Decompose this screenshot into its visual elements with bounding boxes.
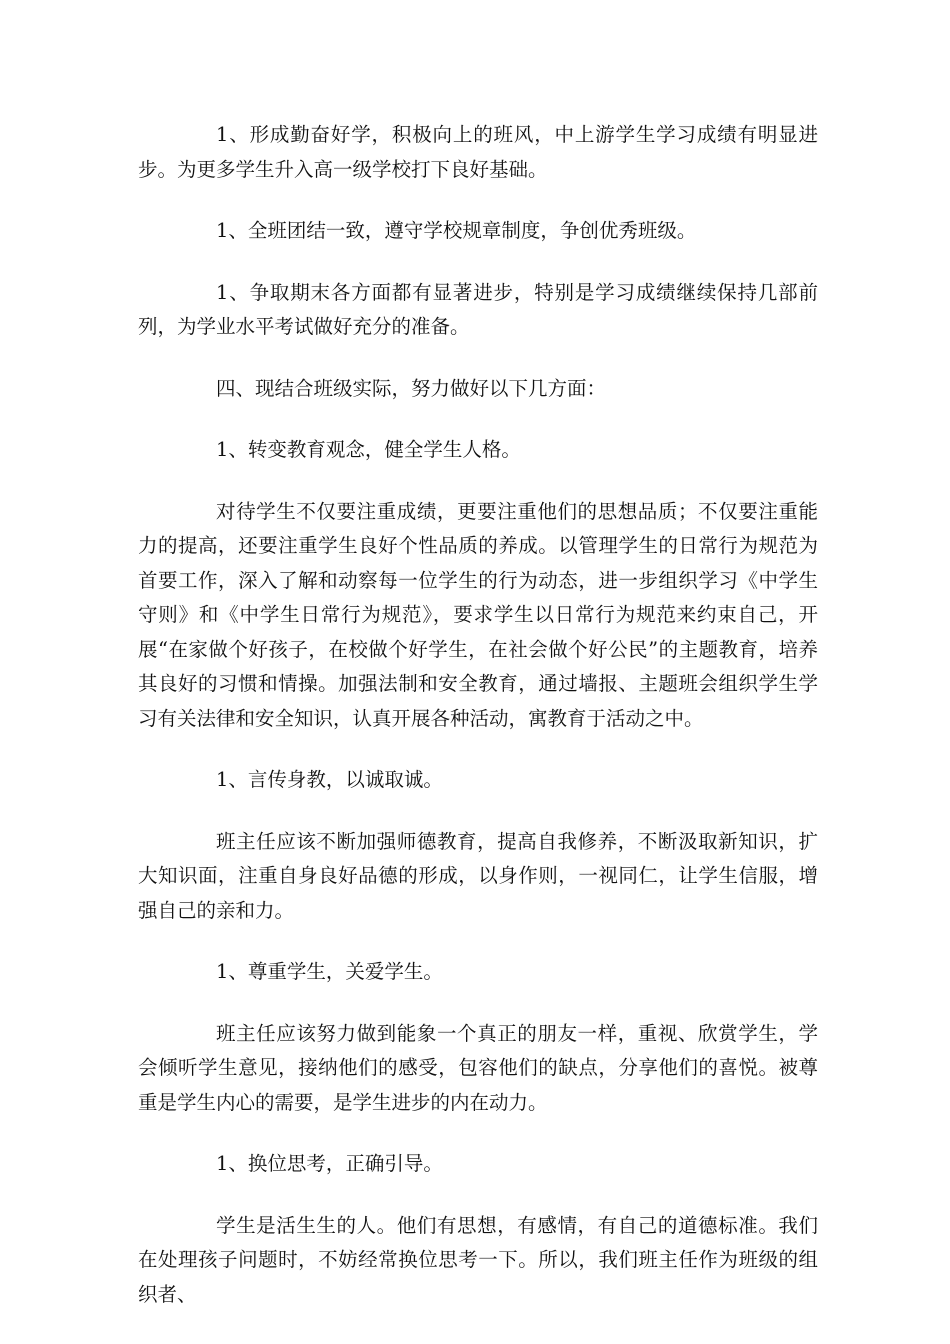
paragraph-goal-unity: 1、全班团结一致，遵守学校规章制度，争创优秀班级。 [216, 219, 697, 242]
document-page [138, 118, 818, 1339]
paragraph-lead-by-example: 班主任应该不断加强师德教育，提高自我修养，不断汲取新知识，扩大知识面，注重自身良好品德的形成，以身作则，一视同仁，让学生信服，增强自己的亲和力。 [138, 829, 818, 922]
item-heading-respect-students: 1、尊重学生，关爱学生。 [216, 960, 443, 983]
paragraph-respect-students: 班主任应该努力做到能象一个真正的朋友一样，重视、欣赏学生，学会倾听学生意见，接纳他们的感受，包容他们的缺点，分享他们的喜悦。被尊重是学生内心的需要，是学生进步的内在动力。 [138, 1021, 818, 1114]
paragraph-goal-study-atmosphere: 1、形成勤奋好学，积极向上的班风，中上游学生学习成绩有明显进步。为更多学生升入高一级学校打下良好基础。 [138, 123, 818, 181]
paragraph-goal-progress: 1、争取期末各方面都有显著进步，特别是学习成绩继续保持几部前列，为学业水平考试做好充分的准备。 [138, 280, 818, 338]
item-heading-lead-by-example: 1、言传身教，以诚取诚。 [216, 768, 443, 791]
paragraph-change-concept: 对待学生不仅要注重成绩，更要注重他们的思想品质；不仅要注重能力的提高，还要注重学生良好个性品质的养成。以管理学生的日常行为规范为首要工作，深入了解和动察每一位学生的行为动态，进一步组织学习《中学生守则》和《中学生日常行为规范》，要求学生以日常行为规范来约束自己，开展“在家做个好孩子，在校做个好学生，在社会做个好公民”的主题教育，培养其良好的习惯和情操。加强法制和安全教育，通过墙报、主题班会组织学生学习有关法律和安全知识，认真开展各种活动，寓教育于活动之中。 [138, 499, 818, 730]
item-heading-change-concept: 1、转变教育观念，健全学生人格。 [216, 438, 521, 461]
item-heading-empathy: 1、换位思考，正确引导。 [216, 1152, 443, 1175]
section-heading-four: 四、现结合班级实际，努力做好以下几方面： [216, 376, 607, 400]
paragraph-empathy: 学生是活生生的人。他们有思想，有感情，有自己的道德标准。我们在处理孩子问题时，不妨经常换位思考一下。所以，我们班主任作为班级的组织者、 [138, 1213, 818, 1306]
